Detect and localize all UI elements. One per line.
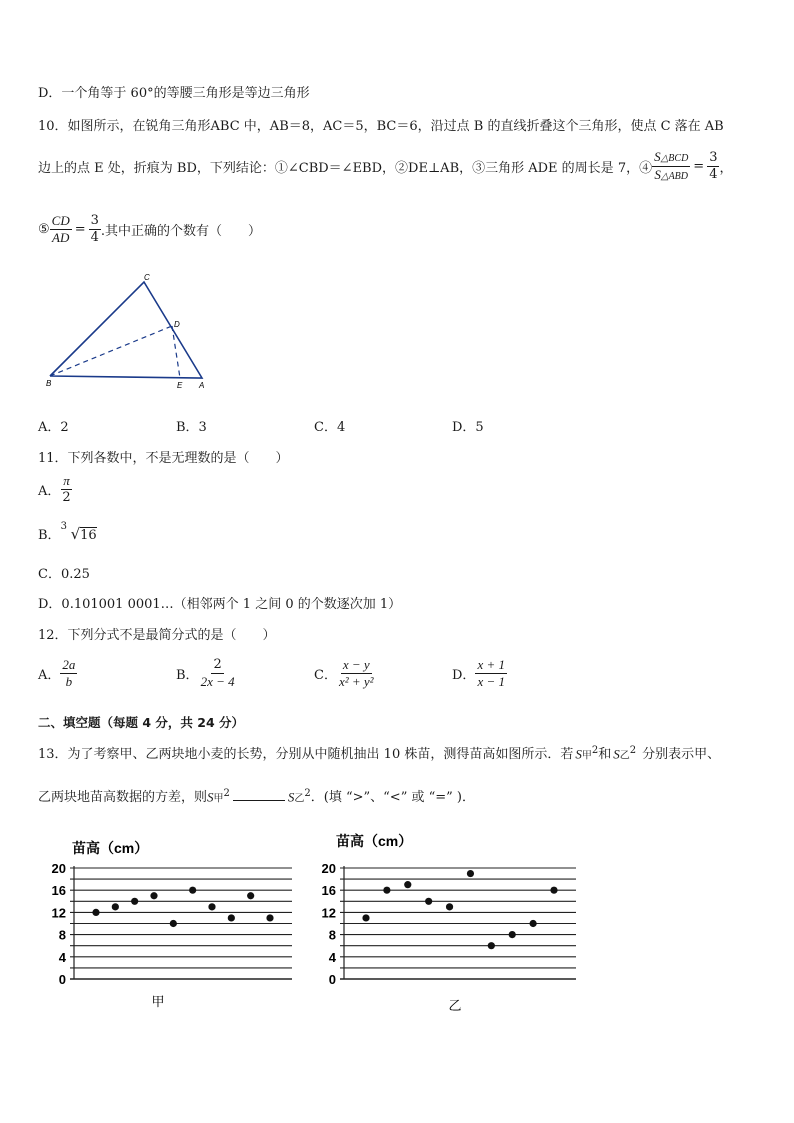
q10-option-c: C．4 (314, 420, 346, 435)
q10-cd-ad-fraction (50, 214, 72, 246)
q12-a-den: b (65, 674, 73, 690)
q10-value-num: 3 (707, 151, 719, 167)
q10-triangle-figure (40, 272, 220, 392)
data-point (170, 920, 177, 927)
s-jia-2: S (207, 789, 214, 804)
q10-equals-2: = (74, 222, 86, 238)
q11-option-b-label: B． (38, 528, 61, 543)
q10-ratio-num-sub: △BCD (660, 153, 689, 164)
s-yi-sub: 乙 (619, 750, 630, 761)
q12-stem: 12．下列分式不是最简分式的是（ ） (38, 628, 276, 643)
q11-pi: π (61, 474, 72, 490)
y-tick-label: 12 (321, 905, 336, 921)
q12-b-den: 2x − 4 (200, 674, 235, 690)
y-tick-label: 12 (51, 905, 66, 921)
q10-ratio-den: S (654, 167, 661, 183)
label-b: B (46, 379, 52, 388)
label-e: E (177, 381, 183, 390)
q12-fraction-c (337, 658, 376, 690)
y-tick-label: 4 (58, 949, 66, 965)
data-point (550, 887, 557, 894)
q11-pi-over-2 (60, 474, 72, 506)
q10-option-b: B．3 (176, 420, 207, 435)
q10-stem-line2 (38, 150, 733, 184)
q12-option-d (452, 658, 507, 690)
q11-cube-root (60, 520, 97, 543)
s-jia-sub: 甲 (581, 750, 592, 761)
q12-option-c (314, 658, 376, 690)
chart-yi (308, 828, 583, 1019)
data-point (131, 898, 138, 905)
q10-line2-text: 边上的点 E 处，折痕为 BD，下列结论：①∠CBD＝∠EBD，②DE⊥AB，③三角形 ADE 的周长是 7，④ (38, 161, 653, 177)
chart-jia (38, 834, 298, 1019)
q10-line3-suffix: .其中正确的个数有（ ） (100, 224, 262, 240)
q10-value-fraction (707, 151, 719, 183)
data-point (112, 903, 119, 910)
q11-two: 2 (62, 490, 71, 506)
y-tick-label: 20 (321, 861, 336, 876)
data-point (425, 898, 432, 905)
s-yi-2: S (287, 789, 295, 804)
y-tick-label: 16 (321, 883, 336, 899)
chart-xlabel: 乙 (448, 998, 462, 1013)
q12-a-num: 2a (60, 658, 77, 674)
data-point (467, 870, 474, 877)
q10-value2-den: 4 (90, 230, 99, 246)
q13-var-s-yi (613, 745, 636, 762)
data-point (446, 903, 453, 910)
q12-fraction-d (475, 658, 507, 690)
s-jia-2-sub: 甲 (213, 793, 224, 804)
q12-option-b-label: B． (176, 668, 199, 684)
s-jia-2-sup: 2 (223, 787, 230, 799)
q10-option-d: D．5 (452, 420, 484, 435)
q13-var-s-jia-2 (207, 788, 230, 805)
q12-option-d-label: D． (452, 668, 476, 684)
q13-var-s-yi-2 (288, 788, 311, 805)
triangle-abc (50, 282, 202, 378)
q11-option-b (38, 520, 97, 543)
data-point (266, 914, 273, 921)
q10-cd: CD (50, 214, 72, 230)
q12-fraction-a (60, 658, 77, 690)
data-point (228, 914, 235, 921)
q12-d-den: x − 1 (477, 674, 505, 690)
data-point (509, 931, 516, 938)
q13-line2-text: 乙两块地苗高数据的方差，则 (38, 790, 208, 805)
q12-option-b (176, 658, 237, 690)
y-tick-label: 0 (58, 972, 66, 987)
label-a: A (199, 381, 205, 390)
q12-option-a-label: A． (38, 668, 61, 684)
data-point (404, 881, 411, 888)
s-yi-sup: 2 (629, 744, 637, 756)
data-point (383, 887, 390, 894)
q11-stem: 11．下列各数中，不是无理数的是（ ） (38, 451, 289, 466)
q10-equals: = (693, 159, 705, 175)
q10-line2-end: ， (719, 161, 733, 177)
q11-option-d: D．0.101001 0001…（相邻两个 1 之间 0 的个数逐次加 1） (38, 597, 402, 612)
q13-line2-end: ．(填 “>”、“<” 或 “=” )． (310, 790, 475, 805)
y-tick-label: 20 (51, 861, 66, 876)
q13-var-s-jia (575, 745, 598, 762)
q10-ratio-den-sub: △ABD (660, 171, 689, 183)
s-yi-2-sup: 2 (304, 787, 311, 799)
q10-option-a: A．2 (38, 420, 69, 435)
q11-option-a-label: A． (38, 484, 61, 500)
q10-ratio-fraction (652, 150, 690, 184)
q12-b-num: 2 (211, 658, 223, 674)
q11-root-index: 3 (60, 520, 67, 532)
q13-stem-line1 (38, 743, 720, 762)
q13-line1-end: 分别表示甲、 (642, 747, 721, 762)
q11-radicand: 16 (80, 527, 97, 543)
data-point (189, 887, 196, 894)
data-point (530, 920, 537, 927)
chart-title: 苗高（cm） (336, 833, 413, 849)
label-d: D (174, 320, 180, 329)
y-tick-label: 8 (328, 927, 336, 943)
q10-stem-line3 (38, 214, 261, 246)
s-jia: S (575, 746, 582, 761)
q11-option-c: C．0.25 (38, 567, 90, 582)
y-tick-label: 16 (51, 883, 66, 899)
q10-item5-marker: ⑤ (38, 222, 50, 238)
q13-line1-text: 13．为了考察甲、乙两块地小麦的长势，分别从中随机抽出 10 株苗，测得苗高如图所示．若 (38, 747, 574, 762)
answer-blank[interactable] (233, 788, 285, 801)
q10-ad: AD (52, 230, 70, 246)
data-point (362, 914, 369, 921)
s-jia-sup: 2 (591, 744, 599, 756)
label-c: C (144, 273, 150, 282)
radical-sign: √ (70, 524, 81, 543)
data-point (92, 909, 99, 916)
y-tick-label: 0 (328, 972, 336, 987)
data-point (208, 903, 215, 910)
data-point (488, 942, 495, 949)
chart-xlabel: 甲 (151, 994, 165, 1009)
q12-d-num: x + 1 (475, 658, 507, 674)
q12-c-den: x² + y² (338, 674, 374, 690)
q13-stem-line2 (38, 786, 475, 805)
q10-value-fraction-2 (89, 214, 101, 246)
s-yi-2-sub: 乙 (294, 793, 305, 804)
y-tick-label: 4 (328, 949, 336, 965)
q13-and: 和 (598, 747, 612, 762)
data-point (150, 892, 157, 899)
q10-stem-line1: 10．如图所示，在锐角三角形ABC 中，AB＝8，AC＝5，BC＝6，沿过点 B 的直线折叠这个三角形，使点 C 落在 AB (38, 119, 724, 134)
q12-c-num: x − y (341, 658, 372, 674)
s-yi: S (613, 746, 620, 761)
chart-title: 苗高（cm） (72, 840, 149, 856)
q10-ratio-num: S (654, 149, 661, 164)
fold-line-bd (50, 326, 172, 376)
q10-value-den: 4 (709, 167, 718, 183)
y-tick-label: 8 (58, 927, 66, 943)
q12-fraction-b (199, 658, 237, 690)
section-title: 二、填空题（每题 4 分，共 24 分） (38, 715, 245, 730)
q12-option-a (38, 658, 77, 690)
data-point (247, 892, 254, 899)
q9-option-d: D．一个角等于 60°的等腰三角形是等边三角形 (38, 86, 310, 101)
q11-option-a (38, 474, 73, 506)
q12-option-c-label: C． (314, 668, 337, 684)
q10-value2-num: 3 (89, 214, 101, 230)
